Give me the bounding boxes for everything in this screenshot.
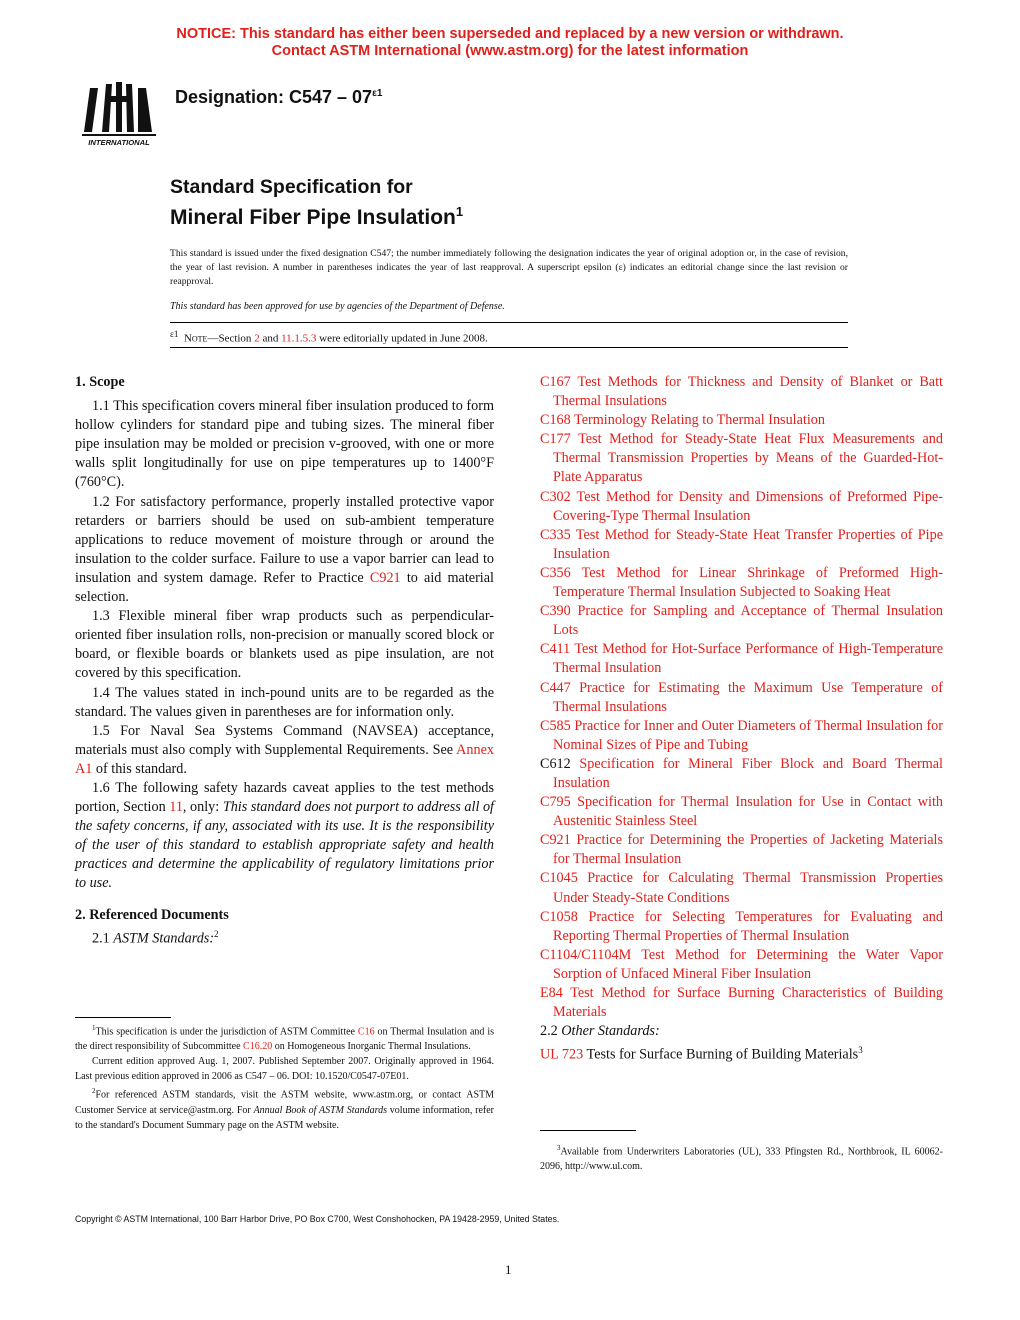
ref-code-link[interactable]: C302 <box>540 488 571 505</box>
ref-title-link[interactable]: Practice for Estimating the Maximum Use Temperature of Thermal Insulations <box>553 679 943 715</box>
ref-code-link[interactable]: C1104/C1104M <box>540 946 632 963</box>
title-line-2: Mineral Fiber Pipe Insulation <box>170 206 456 229</box>
scope-1-3: 1.3 Flexible mineral fiber wrap products such as perpendicular-oriented fiber insulation rolls, non-precision or manually scored block or board, or flexible boards or blankets used as pipe insulation, are not covered by this specification. <box>75 608 494 682</box>
ref-title-link[interactable]: Test Method for Steady-State Heat Flux Measurements and Thermal Transmission Properties by Means of the Guarded-Hot-Plate Apparatus <box>553 431 943 486</box>
ref-title-link[interactable]: Specification for Mineral Fiber Block and Board Thermal Insulation <box>553 755 944 791</box>
link-c16-20[interactable]: C16.20 <box>243 1041 273 1053</box>
footnotes-left <box>75 1021 494 1133</box>
link-section-11[interactable]: 11 <box>169 799 183 816</box>
ref-item <box>540 526 943 564</box>
notice-line-1: NOTICE: This standard has either been superseded and replaced by a new version or withdrawn. <box>176 26 844 42</box>
scope-heading: 1. Scope <box>75 374 125 390</box>
right-column <box>540 373 943 1065</box>
title-footnote-mark: 1 <box>455 204 464 219</box>
ref-item <box>540 908 943 946</box>
scope-1-2: 1.2 For satisfactory performance, properly installed protective vapor retarders or barriers should be used on sub-ambient temperature applications to reduce movement of moisture through or around the insulation to the colder surface. Failure to use a vapor barrier can lead to insulation and system damage. Refer to Practice C921 to aid material selection. <box>75 493 494 606</box>
ref-code-link[interactable]: C411 <box>540 641 571 658</box>
link-c16[interactable]: C16 <box>357 1026 375 1038</box>
link-annex-a1[interactable]: Annex A1 <box>75 741 494 777</box>
ref-code-link[interactable]: C167 <box>540 374 571 390</box>
ref-title-link[interactable]: Practice for Sampling and Acceptance of Thermal Insulation Lots <box>553 603 944 639</box>
ref-code-link[interactable]: C335 <box>540 526 571 543</box>
footnote-2: $^2$For referenced ASTM standards, visit the ASTM website, www.astm.org, or contact ASTM Customer Service at service@astm.org. For Annual Book of ASTM Standards volume information, refer to the standard's Document Summary page on the ASTM website. <box>75 1087 494 1131</box>
footnotes-right <box>540 1141 943 1174</box>
ref-code-link[interactable]: C612 <box>540 755 571 772</box>
ref-code-link[interactable]: C177 <box>540 431 571 448</box>
ref-item <box>540 430 943 487</box>
ref-item <box>540 564 943 602</box>
page-number: 1 <box>505 1262 512 1277</box>
ref-title-link[interactable]: Test Method for Density and Dimensions of Preformed Pipe-Covering-Type Thermal Insulation <box>553 488 943 524</box>
ref-title-link[interactable]: Practice for Selecting Temperatures for Evaluating and Reporting Thermal Properties of Thermal Insulation <box>553 908 943 944</box>
ref-item <box>540 640 943 678</box>
refdocs-2-1: 2.1 ASTM Standards:$^2$ <box>92 928 219 947</box>
ref-item <box>540 717 943 755</box>
divider-bottom <box>170 347 848 348</box>
ul-723-item: UL 723 Tests for Surface Burning of Building Materials$^3$ <box>540 1045 863 1064</box>
left-column <box>75 373 494 948</box>
ref-title-link[interactable]: Terminology Relating to Thermal Insulation <box>574 412 825 429</box>
ref-code-link[interactable]: C585 <box>540 717 571 734</box>
ref-item <box>540 946 943 984</box>
ref-title-link[interactable]: Practice for Determining the Properties of Jacketing Materials for Thermal Insulation <box>553 832 943 868</box>
ref-title-link[interactable]: Practice for Inner and Outer Diameters of Thermal Insulation for Nominal Sizes of Pipe and Tubing <box>553 717 943 753</box>
ref-code-link[interactable]: C168 <box>540 412 571 429</box>
scope-1-4: 1.4 The values stated in inch-pound units are to be regarded as the standard. The values given in parentheses are for information only. <box>75 684 494 720</box>
editorial-mark: ε1 <box>170 329 179 339</box>
scope-1-5: 1.5 For Naval Sea Systems Command (NAVSEA) acceptance, materials must also comply with Supplemental Requirements. See Annex A1 of this standard. <box>75 722 494 777</box>
footnote-3: $^3$Available from Underwriters Laboratories (UL), 333 Pfingsten Rd., Northbrook, IL 60062-2096, http://www.ul.com. <box>540 1144 943 1173</box>
title-line-1: Standard Specification for <box>170 176 413 198</box>
note-label: Note <box>183 332 208 345</box>
link-c921[interactable]: C921 <box>369 569 401 586</box>
ref-code-link[interactable]: E84 <box>540 985 563 1001</box>
logo-subtext: INTERNATIONAL <box>88 138 150 147</box>
notice-line-2: Contact ASTM International (www.astm.org) for the latest information <box>271 43 749 59</box>
ref-item <box>540 373 943 411</box>
note-text-pre: —Section <box>207 332 255 345</box>
ref-title-link[interactable]: Test Method for Steady-State Heat Transfer Properties of Pipe Insulation <box>553 526 943 562</box>
designation <box>175 87 382 108</box>
ref-item <box>540 411 943 430</box>
footnote-rule-right <box>540 1130 636 1131</box>
ref-code-link[interactable]: C356 <box>540 564 571 581</box>
document-title <box>170 175 463 231</box>
ref-code-link[interactable]: C921 <box>540 832 571 849</box>
ref-code-link[interactable]: C1045 <box>540 870 578 887</box>
ref-title-link[interactable]: Test Method for Hot-Surface Performance of High-Temperature Thermal Insulation <box>553 641 943 677</box>
ref-code-link[interactable]: C390 <box>540 603 571 620</box>
note-link-section-2[interactable]: 2 <box>254 332 260 345</box>
editorial-note <box>170 329 488 345</box>
astm-logo <box>76 76 160 148</box>
supersession-notice <box>0 26 1020 60</box>
link-ul-723[interactable]: UL 723 <box>540 1047 584 1064</box>
ref-title-link[interactable]: Specification for Thermal Insulation for Use in Contact with Austenitic Stainless Steel <box>553 794 943 830</box>
scope-1-1: 1.1 This specification covers mineral fiber insulation produced to form hollow cylinders for standard pipe and tubing sizes. The mineral fiber pipe insulation may be molded or precision v-grooved, with one or more walls split longitudinally for use on pipe temperatures up to 1400°F (760°C). <box>75 398 494 491</box>
footnote-rule-left <box>75 1017 171 1018</box>
dod-approval-note: This standard has been approved for use by agencies of the Department of Defense. <box>170 301 505 312</box>
ref-code-link[interactable]: C447 <box>540 679 571 696</box>
refdocs-heading: 2. Referenced Documents <box>75 906 229 923</box>
preamble: This standard is issued under the fixed designation C547; the number immediately following the designation indicates the year of original adoption or, in the case of revision, the year of last revision. A number in parentheses indicates the year of last reapproval. A superscript epsilon (ε) indicates an editorial change since the last revision or reapproval. <box>170 248 848 287</box>
ref-item <box>540 755 943 793</box>
ref-item <box>540 869 943 907</box>
designation-label: Designation: C547 – 07 <box>175 87 373 107</box>
divider-top <box>170 322 848 323</box>
ref-title-link[interactable]: Practice for Calculating Thermal Transmission Properties Under Steady-State Conditions <box>553 870 944 906</box>
ref-code-link[interactable]: C795 <box>540 794 571 811</box>
ref-title-link[interactable]: Test Method for Linear Shrinkage of Preformed High-Temperature Thermal Insulation Subjected to Soaking Heat <box>553 564 943 601</box>
ref-item <box>540 793 943 831</box>
ref-code-link[interactable]: C1058 <box>540 908 578 925</box>
ref-title-link[interactable]: Test Method for Surface Burning Characteristics of Building Materials <box>553 985 943 1021</box>
note-text-post: were editorially updated in June 2008. <box>316 332 488 345</box>
ref-item <box>540 488 943 526</box>
scope-1-6: 1.6 The following safety hazards caveat applies to the test methods portion, Section 11, only: This standard does not purport to address all of the safety concerns, if any, associated with its use. It is the responsibility of the user of this standard to establish appropriate safety and health practices and determine the applicability of regulatory limitations prior to use. <box>75 779 494 892</box>
note-link-section-11-1-5-3[interactable]: 11.1.5.3 <box>281 332 317 345</box>
referenced-standards-list <box>540 373 943 1022</box>
ref-item <box>540 984 943 1022</box>
refdocs-2-2: 2.2 Other Standards: <box>540 1023 660 1040</box>
ref-item <box>540 602 943 640</box>
ref-item <box>540 679 943 717</box>
footnote-1-history: Current edition approved Aug. 1, 2007. Published September 2007. Originally approved in 1964. Last previous edition approved in 2006 as C547 – 06. DOI: 10.1520/C0547-07E01. <box>75 1056 494 1083</box>
designation-epsilon: ε1 <box>372 88 383 99</box>
ref-title-link[interactable]: Test Methods for Thickness and Density of Blanket or Batt Thermal Insulations <box>553 374 943 410</box>
footnote-1: $^1$This specification is under the jurisdiction of ASTM Committee C16 on Thermal Insulation and is the direct responsibility of Subcommittee C16.20 on Homogeneous Inorganic Thermal Insulations. <box>75 1024 494 1053</box>
note-text-mid: and <box>259 332 282 345</box>
ref-title-link[interactable]: Test Method for Determining the Water Vapor Sorption of Unfaced Mineral Fiber Insulation <box>553 946 943 982</box>
copyright: Copyright © ASTM International, 100 Barr Harbor Drive, PO Box C700, West Conshohocken, PA 19428-2959, United States. <box>75 1214 560 1224</box>
ref-item <box>540 831 943 869</box>
